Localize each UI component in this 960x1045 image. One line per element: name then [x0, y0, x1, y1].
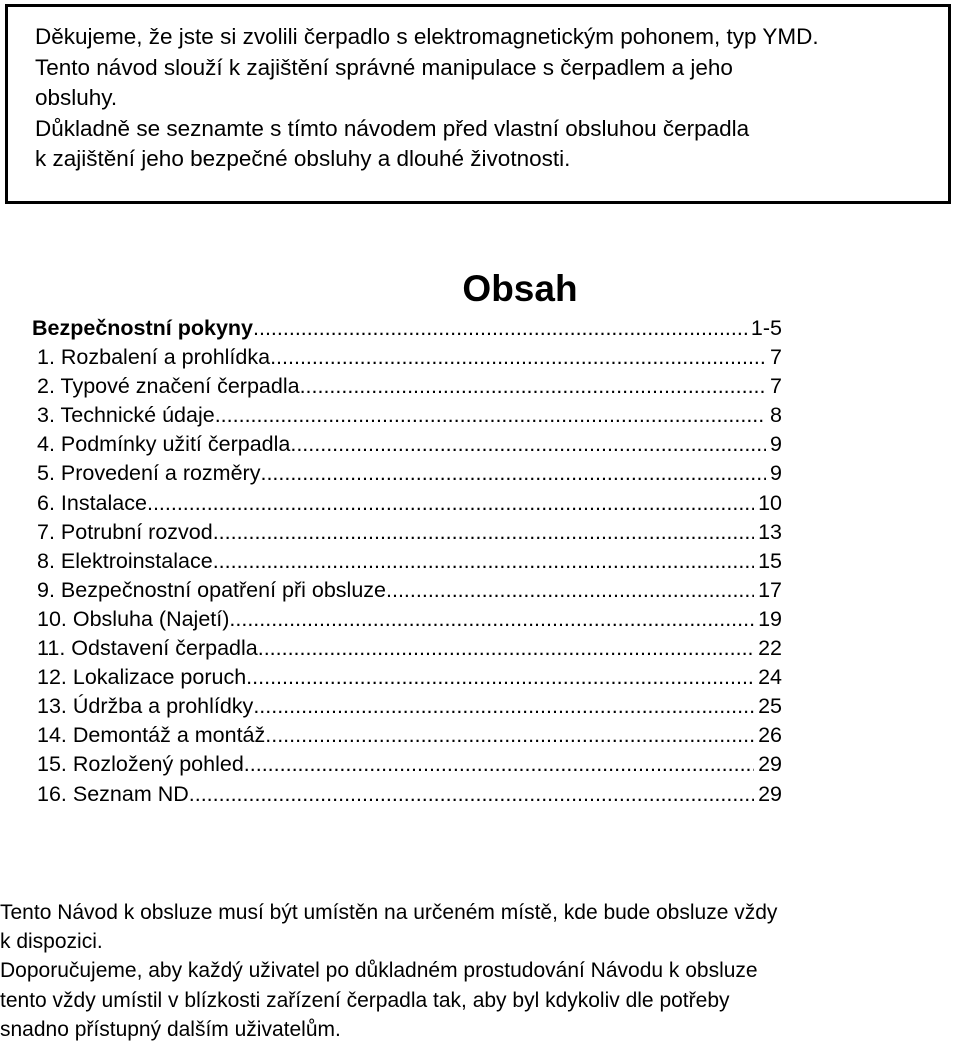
footer-note: [0, 898, 960, 1044]
toc-entry-page: 9: [770, 461, 782, 486]
intro-line-1: Děkujeme, že jste si zvolili čerpadlo s elektromagnetickým pohonem, typ YMD.: [35, 24, 819, 49]
toc-entry-label: 9. Bezpečnostní opatření při obsluze: [37, 577, 386, 602]
toc-leader-dots: [213, 518, 754, 547]
footer-line-3: Doporučujeme, aby každý uživatel po důkladném prostudování Návodu k obsluze: [0, 959, 758, 983]
toc-entry-page: 13: [758, 519, 782, 544]
toc-leader-dots: [300, 372, 766, 401]
toc-entry-page: 17: [758, 577, 782, 602]
footer-line-4: tento vždy umístil v blízkosti zařízení čerpadla tak, aby byl kdykoliv dle potřeby: [0, 988, 730, 1012]
toc-entry-page: 7: [770, 374, 782, 399]
toc-entry-label: 7. Potrubní rozvod: [37, 519, 213, 544]
toc-leader-dots: [244, 750, 754, 779]
toc-entry-page: 29: [758, 752, 782, 777]
intro-line-5: k zajištění jeho bezpečné obsluhy a dlouhé životnosti.: [35, 146, 571, 171]
toc-entry-label: 16. Seznam ND: [37, 781, 189, 806]
toc-entry-page: 15: [758, 548, 782, 573]
toc-leader-dots: [386, 576, 754, 605]
footer-line-5: snadno přístupný dalším uživatelům.: [0, 1017, 341, 1041]
toc-entry-label: 2. Typové značení čerpadla: [37, 374, 300, 399]
toc-entry-label: 4. Podmínky užití čerpadla: [37, 432, 291, 457]
toc-leader-dots: [246, 663, 754, 692]
toc-leader-dots: [265, 721, 754, 750]
toc-entry-1[interactable]: [32, 343, 782, 372]
toc-title: Obsah: [462, 268, 578, 309]
intro-line-3: obsluhy.: [35, 85, 118, 110]
toc-entry-label: 6. Instalace: [37, 490, 147, 515]
toc-entry-12[interactable]: [32, 663, 782, 692]
toc-entry-6[interactable]: [32, 489, 782, 518]
toc-entry-page: 19: [758, 606, 782, 631]
toc-leader-dots: [213, 547, 754, 576]
toc-entry-page: 1-5: [750, 316, 782, 340]
toc-entry-10[interactable]: [32, 605, 782, 634]
toc-entry-label: 13. Údržba a prohlídky: [37, 694, 254, 719]
toc-entry-page: 7: [770, 345, 782, 370]
toc-entry-7[interactable]: [32, 518, 782, 547]
toc-entry-label: Bezpečnostní pokyny: [32, 316, 254, 340]
footer-line-2: k dispozici.: [0, 930, 103, 954]
toc-entry-label: 15. Rozložený pohled: [37, 752, 244, 777]
toc-entry-label: 14. Demontáž a montáž: [37, 723, 266, 748]
table-of-contents: [32, 314, 782, 809]
intro-box: [5, 4, 951, 204]
toc-leader-dots: [260, 459, 766, 488]
toc-entry-safety[interactable]: [32, 314, 782, 343]
toc-entry-label: 8. Elektroinstalace: [37, 548, 213, 573]
toc-entry-label: 11. Odstavení čerpadla: [37, 636, 258, 661]
toc-leader-dots: [189, 780, 754, 809]
toc-leader-dots: [290, 430, 766, 459]
toc-entry-page: 24: [758, 665, 782, 690]
toc-entry-label: 12. Lokalizace poruch: [37, 665, 247, 690]
toc-entry-page: 8: [770, 403, 782, 428]
toc-entry-2[interactable]: [32, 372, 782, 401]
footer-line-1: Tento Návod k obsluze musí být umístěn na určeném místě, kde bude obsluze vždy: [0, 901, 778, 924]
toc-entry-8[interactable]: [32, 547, 782, 576]
toc-leader-dots: [258, 634, 754, 663]
toc-leader-dots: [147, 489, 754, 518]
toc-entry-11[interactable]: [32, 634, 782, 663]
intro-line-2: Tento návod slouží k zajištění správné manipulace s čerpadlem a jeho: [35, 54, 733, 80]
toc-entry-page: 29: [758, 781, 782, 806]
intro-line-4: Důkladně se seznamte s tímto návodem před vlastní obsluhou čerpadla: [35, 115, 750, 141]
toc-leader-dots: [253, 314, 747, 343]
toc-entry-4[interactable]: [32, 430, 782, 459]
toc-entry-label: 10. Obsluha (Najetí): [37, 606, 230, 631]
toc-entry-14[interactable]: [32, 721, 782, 750]
toc-entry-label: 5. Provedení a rozměry: [37, 461, 261, 486]
toc-entry-13[interactable]: [32, 692, 782, 721]
toc-entry-page: 10: [758, 490, 782, 515]
toc-entry-5[interactable]: [32, 459, 782, 488]
toc-entry-3[interactable]: [32, 401, 782, 430]
toc-leader-dots: [229, 605, 754, 634]
toc-entry-page: 26: [758, 723, 782, 748]
toc-leader-dots: [253, 692, 754, 721]
toc-leader-dots: [270, 343, 766, 372]
toc-entry-page: 9: [770, 432, 782, 457]
toc-entry-15[interactable]: [32, 750, 782, 779]
toc-leader-dots: [215, 401, 766, 430]
toc-entry-label: 1. Rozbalení a prohlídka: [37, 345, 271, 370]
toc-entry-label: 3. Technické údaje: [37, 403, 215, 428]
toc-entry-9[interactable]: [32, 576, 782, 605]
toc-entry-16[interactable]: [32, 780, 782, 809]
toc-entry-page: 25: [758, 694, 782, 719]
toc-entry-page: 22: [758, 636, 782, 661]
